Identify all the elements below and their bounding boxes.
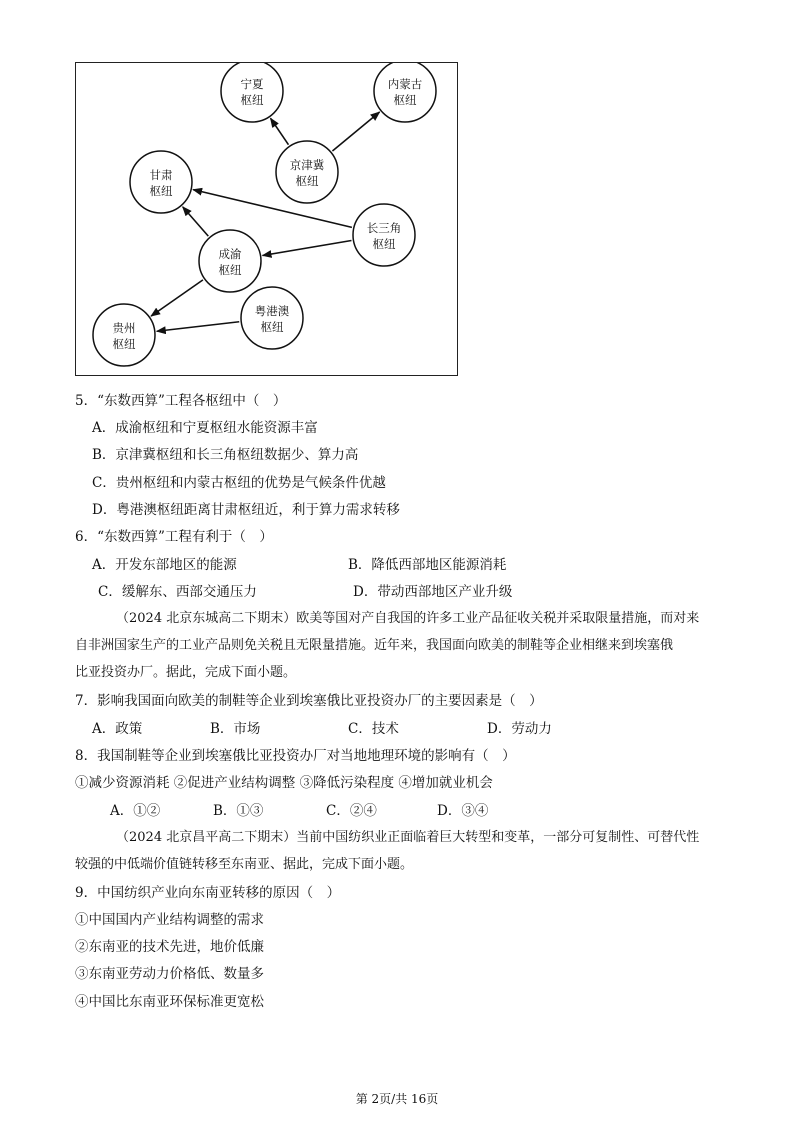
hub-node-ningxia [221,63,283,122]
hub-node-label-line1: 粤港澳 [254,304,290,318]
hub-node-yuegangao [241,287,303,349]
q8-items: ①减少资源消耗 ②促进产业结构调整 ③降低污染程度 ④增加就业机会 [75,775,493,791]
arrow-chengyu-to-gansu [183,207,209,236]
q8-option-b: B．①③ [213,803,264,819]
arrow-jingjinji-to-neimenggu [332,112,379,151]
q8-stem: 8．我国制鞋等企业到埃塞俄比亚投资办厂对当地地理环境的影响有（ ） [75,748,516,764]
hub-node-circle [241,287,303,349]
q7-option-b: B．市场 [210,721,261,737]
hub-node-label-line1: 宁夏 [240,77,264,91]
arrow-changsanjiao-to-chengyu [263,240,352,255]
hub-node-circle [276,141,338,203]
q5-option-c: C．贵州枢纽和内蒙古枢纽的优势是气候条件优越 [92,475,386,491]
hub-node-label-line1: 贵州 [112,321,136,335]
hub-node-label-line2: 枢纽 [295,174,319,188]
page-footer: 第 2页/共 16页 [355,1092,439,1106]
q5-stem: 5．“东数西算”工程各枢纽中（ ） [75,393,287,409]
hub-node-changsanjiao [353,204,415,266]
hub-node-label-line2: 枢纽 [240,93,264,107]
q8-option-d: D．③④ [437,803,489,819]
hub-node-gansu [130,151,192,213]
hub-node-label-line1: 内蒙古 [387,77,423,91]
q7-stem: 7．影响我国面向欧美的制鞋等企业到埃塞俄比亚投资办厂的主要因素是（ ） [75,693,543,709]
hub-node-label-line2: 枢纽 [218,263,242,277]
hub-node-circle [93,304,155,366]
hub-node-label-line2: 枢纽 [112,337,136,351]
hub-node-circle [130,151,192,213]
q6-stem: 6．“东数西算”工程有利于（ ） [75,529,273,545]
q9-stem: 9．中国纺织产业向东南亚转移的原因（ ） [75,885,341,901]
hub-node-label-line1: 甘肃 [149,168,173,182]
q5-option-b: B．京津冀枢纽和长三角枢纽数据少、算力高 [92,447,359,463]
hub-node-guizhou [93,304,155,366]
q9-item-3: ③东南亚劳动力价格低、数量多 [75,966,264,982]
hub-node-neimenggu [374,63,436,122]
q7-option-a: A．政策 [92,721,143,737]
hub-node-label-line1: 长三角 [366,221,402,235]
q8-option-a: A．①② [110,803,161,819]
arrow-chengyu-to-guizhou [151,280,203,316]
passage1-line2: 自非洲国家生产的工业产品则免关税且无限量措施。近年来，我国面向欧美的制鞋等企业相继来到埃塞俄 [75,638,674,653]
hub-node-label-line1: 京津冀 [289,158,325,172]
hub-node-label-line2: 枢纽 [372,237,396,251]
passage2-line2: 较强的中低端价值链转移至东南亚、据此，完成下面小题。 [75,857,414,872]
hub-node-label-line1: 成渝 [218,247,242,261]
arrow-yuegangao-to-guizhou [157,322,239,331]
arrow-jingjinji-to-ningxia [271,118,289,144]
q6-option-b: B．降低西部地区能源消耗 [348,557,507,573]
hub-node-jingjinji [276,141,338,203]
q7-option-d: D．劳动力 [487,721,552,737]
hub-node-label-line2: 枢纽 [149,184,173,198]
q5-option-a: A．成渝枢纽和宁夏枢纽水能资源丰富 [92,420,318,436]
hub-node-circle [199,230,261,292]
q6-option-d: D．带动西部地区产业升级 [353,584,513,600]
hub-node-circle [353,204,415,266]
passage2-line1: （2024 北京昌平高二下期末）当前中国纺织业正面临着巨大转型和变革，一部分可复制性、可替代性 [116,830,700,845]
q5-option-d: D．粤港澳枢纽距离甘肃枢纽近，利于算力需求转移 [92,502,400,518]
q6-option-c: C．缓解东、西部交通压力 [98,584,257,600]
hub-node-label-line2: 枢纽 [260,320,284,334]
q6-option-a: A．开发东部地区的能源 [92,557,237,573]
passage1-line1: （2024 北京东城高二下期末）欧美等国对产自我国的许多工业产品征收关税并采取限量措施，而对来 [116,611,700,626]
q9-item-1: ①中国国内产业结构调整的需求 [75,912,264,928]
q7-option-c: C．技术 [348,721,399,737]
hub-node-chengyu [199,230,261,292]
hub-node-label-line2: 枢纽 [393,93,417,107]
q9-item-2: ②东南亚的技术先进，地价低廉 [75,939,264,955]
q8-option-c: C．②④ [326,803,377,819]
passage1-line3: 比亚投资办厂。据此，完成下面小题。 [75,665,297,680]
q9-item-4: ④中国比东南亚环保标准更宽松 [75,994,264,1010]
hub-diagram-svg [76,63,459,377]
hub-diagram [75,62,458,376]
